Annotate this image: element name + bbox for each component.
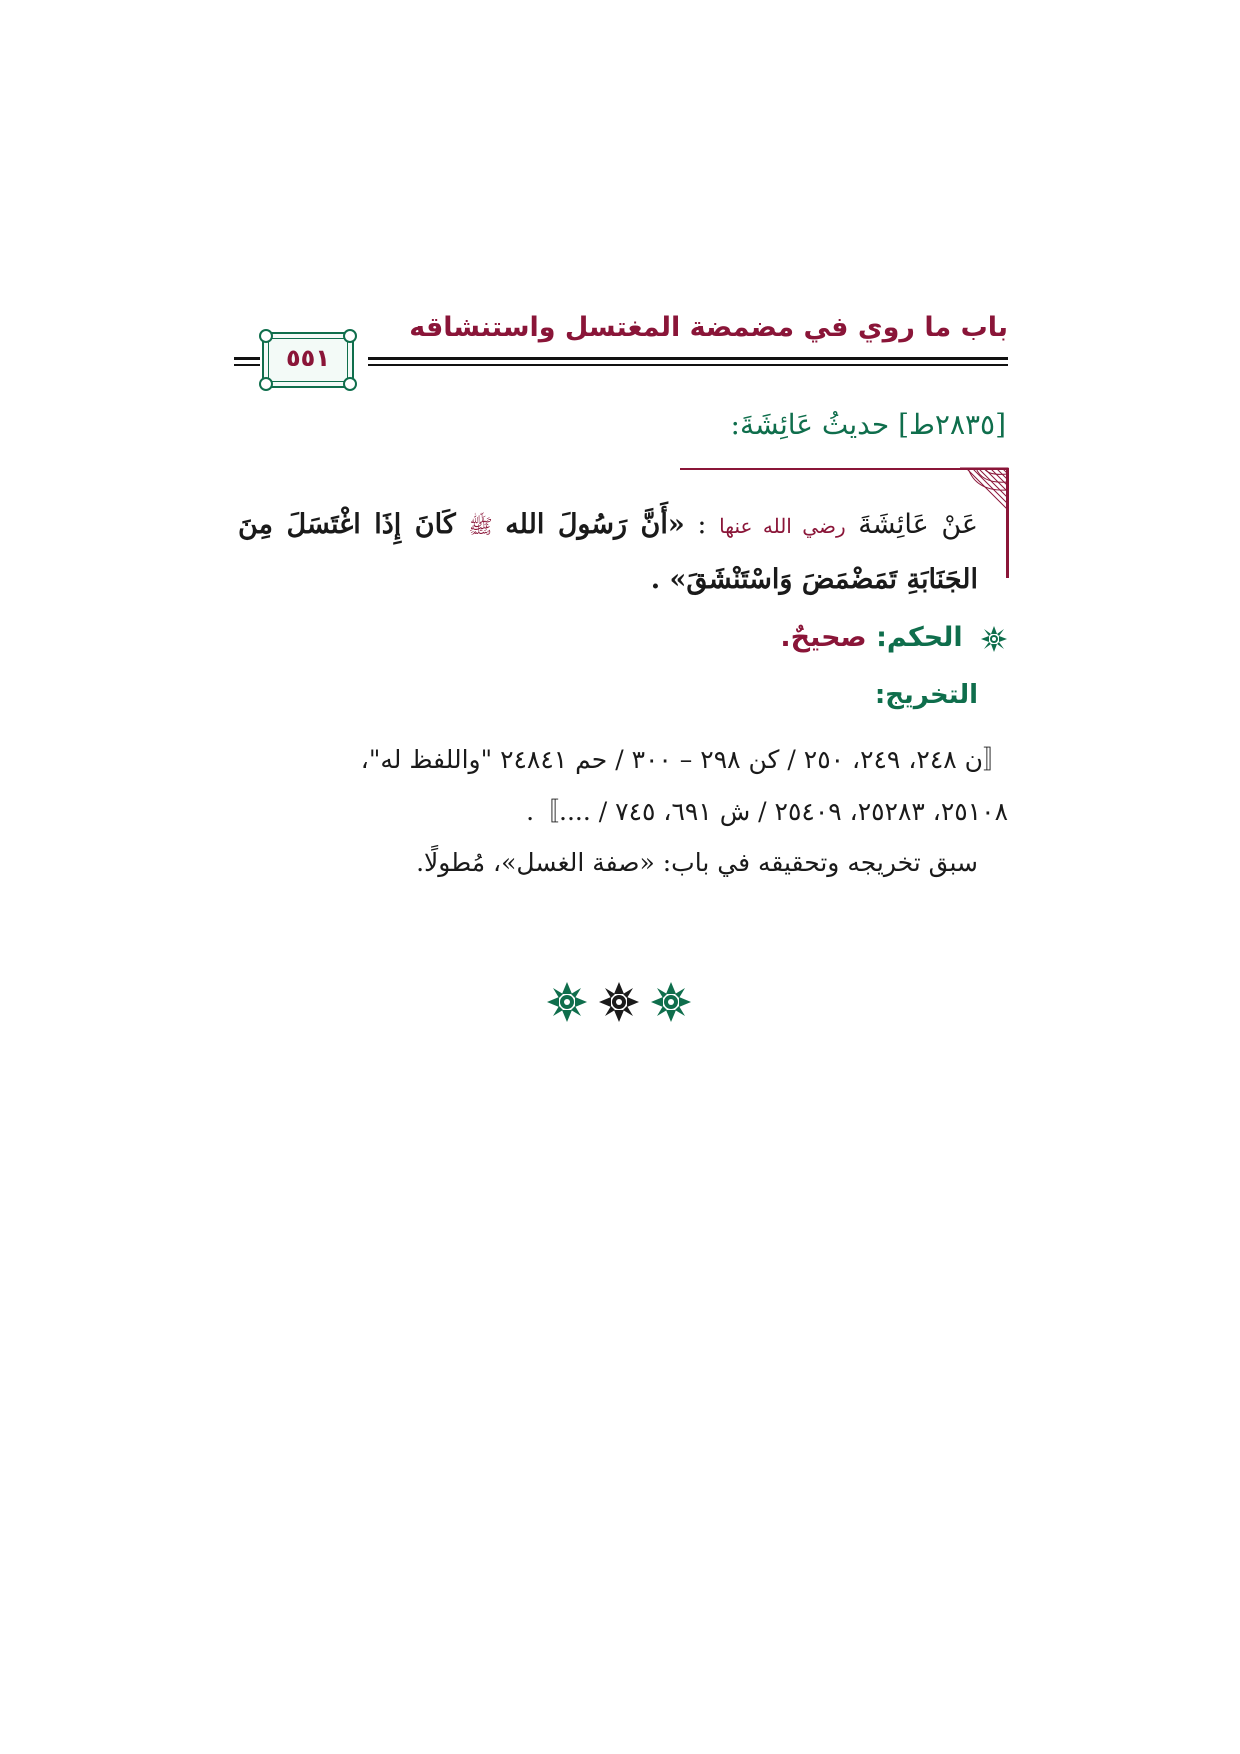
- flower-icon: [599, 982, 639, 1022]
- header-rule-left-top: [234, 357, 260, 360]
- flower-icon: [651, 982, 691, 1022]
- page-number-frame: [262, 332, 354, 388]
- matn-part-1: «أَنَّ رَسُولَ الله: [505, 509, 685, 540]
- frame-corner-ornament: [343, 377, 357, 391]
- takhrij-title: التخريج:: [874, 680, 978, 710]
- ruling-value: صحيحٌ.: [780, 622, 867, 653]
- header-rule-left-bottom: [234, 364, 260, 366]
- hadith-heading: [٢٨٣٥ط] حديثُ عَائِشَةَ:: [730, 408, 1006, 441]
- frame-corner-ornament: [343, 329, 357, 343]
- ruling-label: الحكم:: [876, 622, 963, 653]
- frame-corner-ornament: [259, 377, 273, 391]
- running-title: باب ما روي في مضمضة المغتسل واستنشاقه: [409, 312, 1008, 343]
- flower-icon: [547, 982, 587, 1022]
- ruling: [780, 622, 1008, 653]
- colon: :: [684, 509, 720, 540]
- takhrij-note: سبق تخريجه وتحقيقه في باب: «صفة الغسل»، مُطولًا.: [416, 848, 978, 877]
- frame-corner-ornament: [259, 329, 273, 343]
- prophet-honorific: ﷺ: [468, 514, 493, 538]
- takhrij-line-1: 〚ن ٢٤٨، ٢٤٩، ٢٥٠ / كن ٢٩٨ – ٣٠٠ / حم ٢٤٨٤١ "واللفظ له"،: [360, 745, 1008, 774]
- matn-part-2: كَانَ إِذَا اغْتَسَلَ مِنَ الجَنَابَةِ تَمَضْمَضَ وَاسْتَنْشَقَ» .: [238, 509, 978, 595]
- header-rule-top: [368, 357, 1008, 360]
- narrator: عَنْ عَائِشَةَ: [858, 509, 979, 540]
- section-end-ornaments: [544, 980, 694, 1024]
- page-number: ٥٥١: [286, 344, 330, 372]
- narrator-honorific: رضي الله عنها: [719, 514, 846, 538]
- header-rule-bottom: [368, 364, 1008, 366]
- hadith-text: [238, 498, 978, 607]
- takhrij-line-2: ٢٥١٠٨، ٢٥٢٨٣، ٢٥٤٠٩ / ش ٦٩١، ٧٤٥ / ....〛.: [526, 797, 1008, 826]
- flower-icon: [980, 625, 1008, 653]
